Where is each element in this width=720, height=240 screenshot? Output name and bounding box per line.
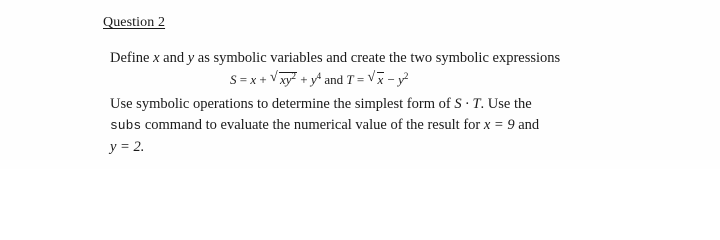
instruction-line-4 [110, 117, 539, 134]
term-x: x [250, 72, 257, 87]
product-expression: S · T [454, 96, 481, 112]
question-heading: Question 2 [103, 15, 166, 30]
variable-x: x [153, 50, 160, 66]
plus-sign: + [297, 72, 311, 87]
line4-text-post: and [514, 117, 540, 133]
exponent: 2 [291, 71, 297, 81]
equals-sign: = [353, 72, 368, 87]
expression-s-label: S [230, 72, 237, 87]
instruction-line-5 [110, 139, 144, 156]
exponent: 2 [403, 71, 409, 81]
line1-text-post: as symbolic variables and create the two symbolic expressions [194, 50, 561, 66]
sqrt-x [368, 72, 385, 88]
variable-y: y [187, 50, 195, 66]
conjunction-and: and [321, 72, 347, 87]
radicand-xy: xy [279, 72, 292, 87]
instruction-line-3 [110, 96, 532, 113]
exponent: 4 [316, 71, 322, 81]
line1-text-pre: Define [110, 50, 154, 66]
line3-text-post: . Use the [480, 96, 532, 112]
radicand-x: x [377, 72, 384, 87]
expression-t-label: T [346, 72, 354, 87]
plus-sign: + [256, 72, 270, 87]
x-value-condition: x = 9 [483, 117, 515, 133]
equation-line [230, 72, 408, 88]
subs-command: subs [110, 118, 142, 133]
equals-sign: = [236, 72, 251, 87]
y-value-condition: y = 2. [110, 139, 145, 155]
minus-sign: − [384, 72, 399, 87]
line3-text-pre: Use symbolic operations to determine the simplest form of [110, 96, 455, 112]
term-y: y [310, 72, 317, 87]
line1-text-mid: and [159, 50, 188, 66]
term-y: y [398, 72, 404, 87]
line4-text-pre: command to evaluate the numerical value of the result for [141, 117, 484, 133]
sqrt-xy2 [270, 72, 297, 88]
instruction-line-1 [110, 50, 560, 67]
